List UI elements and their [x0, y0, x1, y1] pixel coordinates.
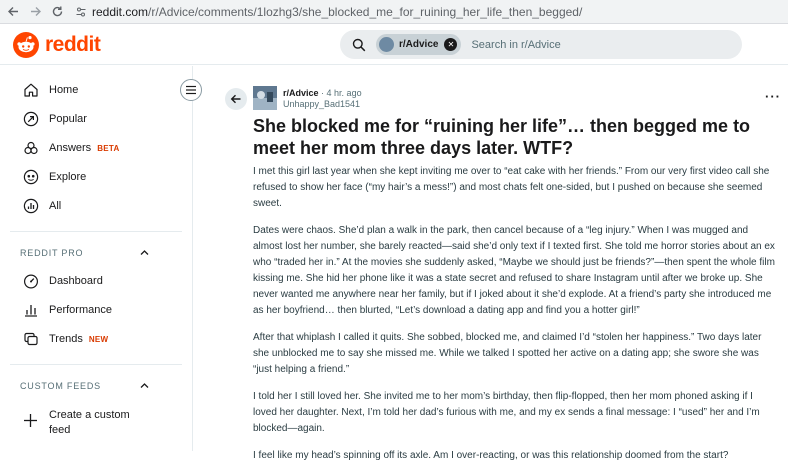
search-icon [352, 38, 366, 52]
subreddit-avatar[interactable] [253, 86, 277, 110]
popular-icon [22, 111, 39, 128]
sidebar-item-label: All [49, 200, 62, 212]
all-icon [22, 198, 39, 215]
subreddit-search-chip[interactable] [376, 34, 461, 55]
performance-icon [22, 302, 39, 319]
url-path: /r/Advice/comments/1lozhg3/she_blocked_me_for_ruining_her_life_then_begged/ [148, 4, 583, 19]
author-link[interactable]: Unhappy_Bad1541 [283, 99, 361, 109]
sidebar-item-trends[interactable] [22, 329, 108, 349]
sidebar-item-all[interactable] [22, 196, 61, 216]
address-bar[interactable] [74, 3, 582, 21]
beta-badge: BETA [97, 143, 120, 153]
site-info-icon[interactable] [74, 5, 88, 19]
menu-icon [185, 85, 197, 95]
subreddit-link[interactable]: r/Advice [283, 88, 319, 98]
browser-toolbar [0, 0, 788, 24]
search-input[interactable]: Search in r/Advice [471, 38, 561, 51]
sidebar-item-performance[interactable] [22, 300, 112, 320]
home-icon [22, 82, 39, 99]
plus-icon [22, 412, 39, 429]
post-title: She blocked me for “ruining her life”… then begged me to meet her mom three days later. WTF? [253, 116, 751, 158]
reddit-wordmark: reddit [45, 33, 101, 56]
sidebar-item-dashboard[interactable] [22, 271, 103, 291]
back-button[interactable] [225, 88, 247, 110]
more-options-icon[interactable]: ··· [765, 89, 781, 104]
sidebar-item-label: Performance [49, 304, 112, 316]
url-host: reddit.com [92, 4, 149, 19]
chevron-up-icon[interactable] [139, 247, 150, 258]
reload-icon[interactable] [48, 3, 66, 21]
close-icon[interactable]: ✕ [444, 38, 457, 51]
sidebar-item-label: Answers [49, 142, 92, 154]
reddit-logo[interactable] [13, 32, 100, 58]
sidebar-item-home[interactable] [22, 80, 78, 100]
collapse-sidebar-button[interactable] [180, 79, 202, 101]
sidebar-item-label: Explore [49, 171, 87, 183]
sidebar-item-answers[interactable] [22, 138, 120, 158]
explore-icon [22, 169, 39, 186]
post-paragraph: I feel like my head’s spinning off its axle. Am I over-reacting, or was this relationship doomed from the start? [253, 450, 729, 461]
search-bar[interactable] [340, 30, 742, 59]
reddit-snoo-icon [13, 32, 39, 58]
arrow-right-icon[interactable] [26, 3, 44, 21]
sidebar-divider [10, 364, 182, 365]
sidebar-item-label: Home [49, 84, 79, 96]
subreddit-avatar-icon [253, 86, 277, 110]
sidebar-item-label: Trends [49, 333, 83, 345]
reddit-pro-header[interactable]: REDDIT PRO [20, 248, 84, 258]
site-header [0, 25, 788, 65]
post-paragraph: Dates were chaos. She’d plan a walk in the park, then cancel because of a “leg injury.” When I was mugged and almost lost her number, she barely reacted—said she’d only text if I texted first. She told me horror stories about an ex who “traded her in.” At the movies she suddenly asked, “Maybe we should just be friends?”—then spent the whole film kissing me. She hid her phone like it was a state secret and refused to share Instagram until after we broke up. She never wanted me anywhere near her family, but if I joked about it she’d explode. At a friend’s party she introduced me as her boyfriend… then blurted, “Let’s download a dating app and find you a hotter girl!” [253, 225, 775, 316]
custom-feeds-header[interactable]: CUSTOM FEEDS [20, 381, 101, 391]
url-text[interactable] [92, 5, 582, 19]
trends-icon [22, 331, 39, 348]
create-custom-feed-label: Create a custom feed [49, 409, 130, 436]
answers-icon [22, 140, 39, 157]
post-meta [283, 88, 362, 110]
sidebar-item-label: Dashboard [49, 275, 103, 287]
post-paragraph: I told her I still loved her. She invited me to her mom’s birthday, then flip-flopped, then her mom phoned asking if I loved her daughter. Next, I’m told her dad’s furious with me, and my ex sends a final message: I “used” her and I’m blocked—again. [253, 391, 760, 434]
sidebar-item-label: Popular [49, 113, 87, 125]
chevron-up-icon[interactable] [139, 380, 150, 391]
post-time: 4 hr. ago [326, 88, 362, 98]
arrow-left-icon [230, 93, 242, 105]
new-badge: NEW [88, 334, 109, 344]
post-paragraph: After that whiplash I called it quits. She sobbed, blocked me, and claimed I’d “stolen her happiness.” Two days later she unblocked me to say she missed me. While we talked I spotted her active on a dating app; she swore she was “just helping a friend.” [253, 332, 762, 375]
post-paragraph: I met this girl last year when she kept inviting me over to “eat cake with her friends.” From our very first video call she refused to show her face (“my hair’s a mess!”) and most chats felt one-sided, but I pushed on because she seemed sweet. [253, 166, 770, 209]
left-sidebar [0, 66, 193, 451]
sidebar-divider [10, 231, 182, 232]
chip-label: r/Advice [399, 39, 439, 50]
post-dot: · [321, 88, 327, 98]
subreddit-avatar-icon [379, 37, 394, 52]
arrow-left-icon[interactable] [4, 3, 22, 21]
dashboard-icon [22, 273, 39, 290]
sidebar-item-explore[interactable] [22, 167, 86, 187]
create-custom-feed-button[interactable] [22, 408, 139, 438]
sidebar-item-popular[interactable] [22, 109, 87, 129]
post-body [253, 164, 778, 475]
